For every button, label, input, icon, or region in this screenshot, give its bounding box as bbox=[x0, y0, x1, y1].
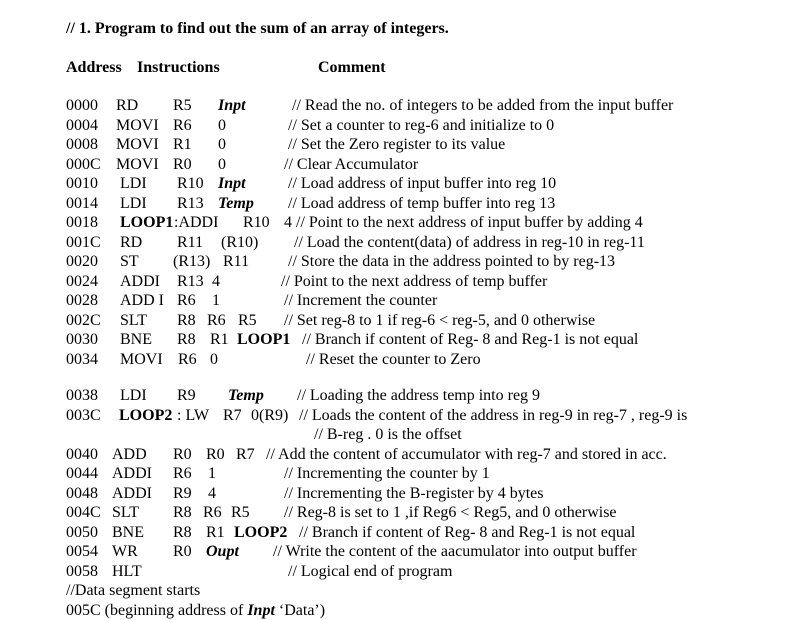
operand-2: 1 bbox=[212, 291, 220, 311]
opcode: RD bbox=[116, 96, 138, 116]
operand-3: R5 bbox=[231, 503, 250, 523]
operand-1: R0 bbox=[173, 155, 192, 175]
opcode: ADD I bbox=[120, 291, 164, 311]
comment: // Write the content of the aacumulator into output buffer bbox=[273, 542, 637, 562]
operand-2: R11 bbox=[223, 252, 249, 272]
code-line bbox=[66, 350, 786, 370]
opcode: SLT bbox=[112, 503, 139, 523]
opcode: WR bbox=[112, 542, 138, 562]
comment: // Load the content(data) of address in reg-10 in reg-11 bbox=[294, 233, 645, 253]
comment: // Set the Zero register to its value bbox=[288, 135, 505, 155]
operand-1: R8 bbox=[177, 330, 196, 350]
comment: // Point to the next address of input buffer by adding 4 bbox=[296, 213, 643, 233]
opcode: BNE bbox=[120, 330, 152, 350]
address: 0024 bbox=[66, 272, 98, 292]
header-instructions: Instructions bbox=[137, 58, 220, 78]
opcode: MOVI bbox=[116, 155, 159, 175]
operand-1: R0 bbox=[173, 542, 192, 562]
code-line bbox=[66, 155, 786, 175]
operand-2: R6 bbox=[207, 311, 226, 331]
label: LOOP1 bbox=[120, 213, 173, 233]
operand-1: R13 bbox=[177, 194, 204, 214]
code-line bbox=[66, 386, 786, 406]
comment: // Load address of temp buffer into reg 13 bbox=[288, 194, 555, 214]
comment: // Loading the address temp into reg 9 bbox=[297, 386, 540, 406]
operand-2: 1 bbox=[208, 464, 216, 484]
address: 0018 bbox=[66, 213, 98, 233]
operand-2: 0(R9) bbox=[251, 406, 288, 426]
address: 001C bbox=[66, 233, 101, 253]
address: 0004 bbox=[66, 116, 98, 136]
opcode: MOVI bbox=[116, 135, 159, 155]
operand-1: R8 bbox=[173, 523, 192, 543]
operand-1: R7 bbox=[223, 406, 242, 426]
opcode: ST bbox=[120, 252, 139, 272]
address: 0034 bbox=[66, 350, 98, 370]
comment: // Branch if content of Reg- 8 and Reg-1 is not equal bbox=[299, 523, 635, 543]
opcode: MOVI bbox=[120, 350, 163, 370]
address: 0044 bbox=[66, 464, 98, 484]
operand-2: 0 bbox=[218, 116, 226, 136]
operand-2: Temp bbox=[218, 194, 254, 214]
operand-2: 0 bbox=[210, 350, 218, 370]
code-line bbox=[66, 445, 786, 465]
code-line bbox=[66, 464, 786, 484]
address: 0040 bbox=[66, 445, 98, 465]
opcode: RD bbox=[120, 233, 142, 253]
header-address: Address bbox=[66, 58, 122, 78]
operand-3: LOOP1 bbox=[237, 330, 290, 350]
operand-2: 0 bbox=[218, 135, 226, 155]
operand-1: R10 bbox=[177, 174, 204, 194]
code-line bbox=[66, 425, 786, 445]
opcode: : LW bbox=[177, 406, 209, 426]
code-line bbox=[66, 233, 786, 253]
operand-2: 0 bbox=[218, 155, 226, 175]
code-line bbox=[66, 503, 786, 523]
address: 0014 bbox=[66, 194, 98, 214]
operand-2: R0 bbox=[206, 445, 225, 465]
code-line bbox=[66, 562, 786, 582]
operand-2: (R10) bbox=[221, 233, 258, 253]
code-line bbox=[66, 96, 786, 116]
address: 0054 bbox=[66, 542, 98, 562]
operand-2: Inpt bbox=[218, 96, 246, 116]
opcode: LDI bbox=[120, 194, 147, 214]
address: 0028 bbox=[66, 291, 98, 311]
comment: // Reg-8 is set to 1 ,if Reg6 < Reg5, and 0 otherwise bbox=[284, 503, 617, 523]
code-line bbox=[66, 484, 786, 504]
operand-1: R0 bbox=[173, 445, 192, 465]
header-comment: Comment bbox=[318, 58, 386, 78]
opcode: MOVI bbox=[116, 116, 159, 136]
operand-1: R5 bbox=[173, 96, 192, 116]
opcode: ADDI bbox=[112, 464, 152, 484]
address: 0008 bbox=[66, 135, 98, 155]
comment: // Clear Accumulator bbox=[284, 155, 418, 175]
comment: // Increment the counter bbox=[284, 291, 437, 311]
operand-2: Inpt bbox=[218, 174, 246, 194]
opcode: ADDI bbox=[112, 484, 152, 504]
comment: // Load address of input buffer into reg 10 bbox=[288, 174, 556, 194]
comment: // Store the data in the address pointed to by reg-13 bbox=[288, 252, 615, 272]
operand-1: (R13) bbox=[173, 252, 210, 272]
opcode: LDI bbox=[120, 386, 147, 406]
comment: // Logical end of program bbox=[288, 562, 452, 582]
operand-2: R1 bbox=[210, 330, 229, 350]
operand-1: R8 bbox=[173, 503, 192, 523]
operand-1: R9 bbox=[173, 484, 192, 504]
operand-2: Temp bbox=[228, 386, 264, 406]
address: 0020 bbox=[66, 252, 98, 272]
data-segment-line: 005C (beginning address of Inpt ‘Data’) bbox=[66, 601, 786, 620]
comment: // Incrementing the counter by 1 bbox=[284, 464, 490, 484]
opcode: LDI bbox=[120, 174, 147, 194]
code-line bbox=[66, 406, 786, 426]
code-line bbox=[66, 194, 786, 214]
operand-1: R8 bbox=[177, 311, 196, 331]
address: 0038 bbox=[66, 386, 98, 406]
operand-1: R10 bbox=[243, 213, 270, 233]
operand-3: LOOP2 bbox=[234, 523, 287, 543]
comment: // Point to the next address of temp buffer bbox=[281, 272, 547, 292]
address: 0050 bbox=[66, 523, 98, 543]
code-line bbox=[66, 252, 786, 272]
label: LOOP2 bbox=[119, 406, 172, 426]
code-line bbox=[66, 330, 786, 350]
comment: // Reset the counter to Zero bbox=[306, 350, 481, 370]
operand-1: R13 bbox=[177, 272, 204, 292]
operand-1: R11 bbox=[177, 233, 203, 253]
opcode: ADDI bbox=[120, 272, 160, 292]
address: 002C bbox=[66, 311, 101, 331]
address: 0000 bbox=[66, 96, 98, 116]
operand-1: R9 bbox=[177, 386, 196, 406]
opcode: SLT bbox=[120, 311, 147, 331]
operand-1: R6 bbox=[173, 116, 192, 136]
opcode: BNE bbox=[112, 523, 144, 543]
comment: // Loads the content of the address in reg-9 in reg-7 , reg-9 is bbox=[299, 406, 687, 426]
page-title: // 1. Program to find out the sum of an array of integers. bbox=[66, 19, 449, 39]
address: 003C bbox=[66, 406, 101, 426]
code-line bbox=[66, 291, 786, 311]
code-line bbox=[66, 213, 786, 233]
operand-3: R5 bbox=[238, 311, 257, 331]
operand-1: R6 bbox=[178, 350, 197, 370]
address: 0010 bbox=[66, 174, 98, 194]
comment: // Set reg-8 to 1 if reg-6 < reg-5, and 0 otherwise bbox=[284, 311, 595, 331]
code-line bbox=[66, 116, 786, 136]
address: 0048 bbox=[66, 484, 98, 504]
operand-2: 4 bbox=[212, 272, 220, 292]
operand-2: Oupt bbox=[206, 542, 239, 562]
code-line bbox=[66, 174, 786, 194]
comment: // Incrementing the B-register by 4 bytes bbox=[284, 484, 543, 504]
operand-1: R6 bbox=[173, 464, 192, 484]
operand-2: R1 bbox=[206, 523, 225, 543]
address: 004C bbox=[66, 503, 101, 523]
code-line bbox=[66, 311, 786, 331]
comment: // Add the content of accumulator with reg-7 and stored in acc. bbox=[266, 445, 667, 465]
code-line bbox=[66, 523, 786, 543]
opcode: HLT bbox=[112, 562, 142, 582]
operand-3: R7 bbox=[236, 445, 255, 465]
operand-1: R6 bbox=[177, 291, 196, 311]
data-segment-comment: //Data segment starts bbox=[66, 581, 786, 601]
comment: // Branch if content of Reg- 8 and Reg-1 is not equal bbox=[302, 330, 638, 350]
address: 0058 bbox=[66, 562, 98, 582]
address: 0030 bbox=[66, 330, 98, 350]
comment: // Read the no. of integers to be added from the input buffer bbox=[292, 96, 673, 116]
opcode: ADD bbox=[112, 445, 147, 465]
code-line bbox=[66, 135, 786, 155]
operand-2: 4 bbox=[208, 484, 216, 504]
opcode: :ADDI bbox=[174, 213, 218, 233]
code-line bbox=[66, 542, 786, 562]
address: 000C bbox=[66, 155, 101, 175]
operand-1: R1 bbox=[173, 135, 192, 155]
code-line bbox=[66, 272, 786, 292]
comment: // Set a counter to reg-6 and initialize to 0 bbox=[288, 116, 554, 136]
comment-continued: // B-reg . 0 is the offset bbox=[314, 425, 462, 445]
operand-2: 4 bbox=[284, 213, 292, 233]
operand-2: R6 bbox=[203, 503, 222, 523]
